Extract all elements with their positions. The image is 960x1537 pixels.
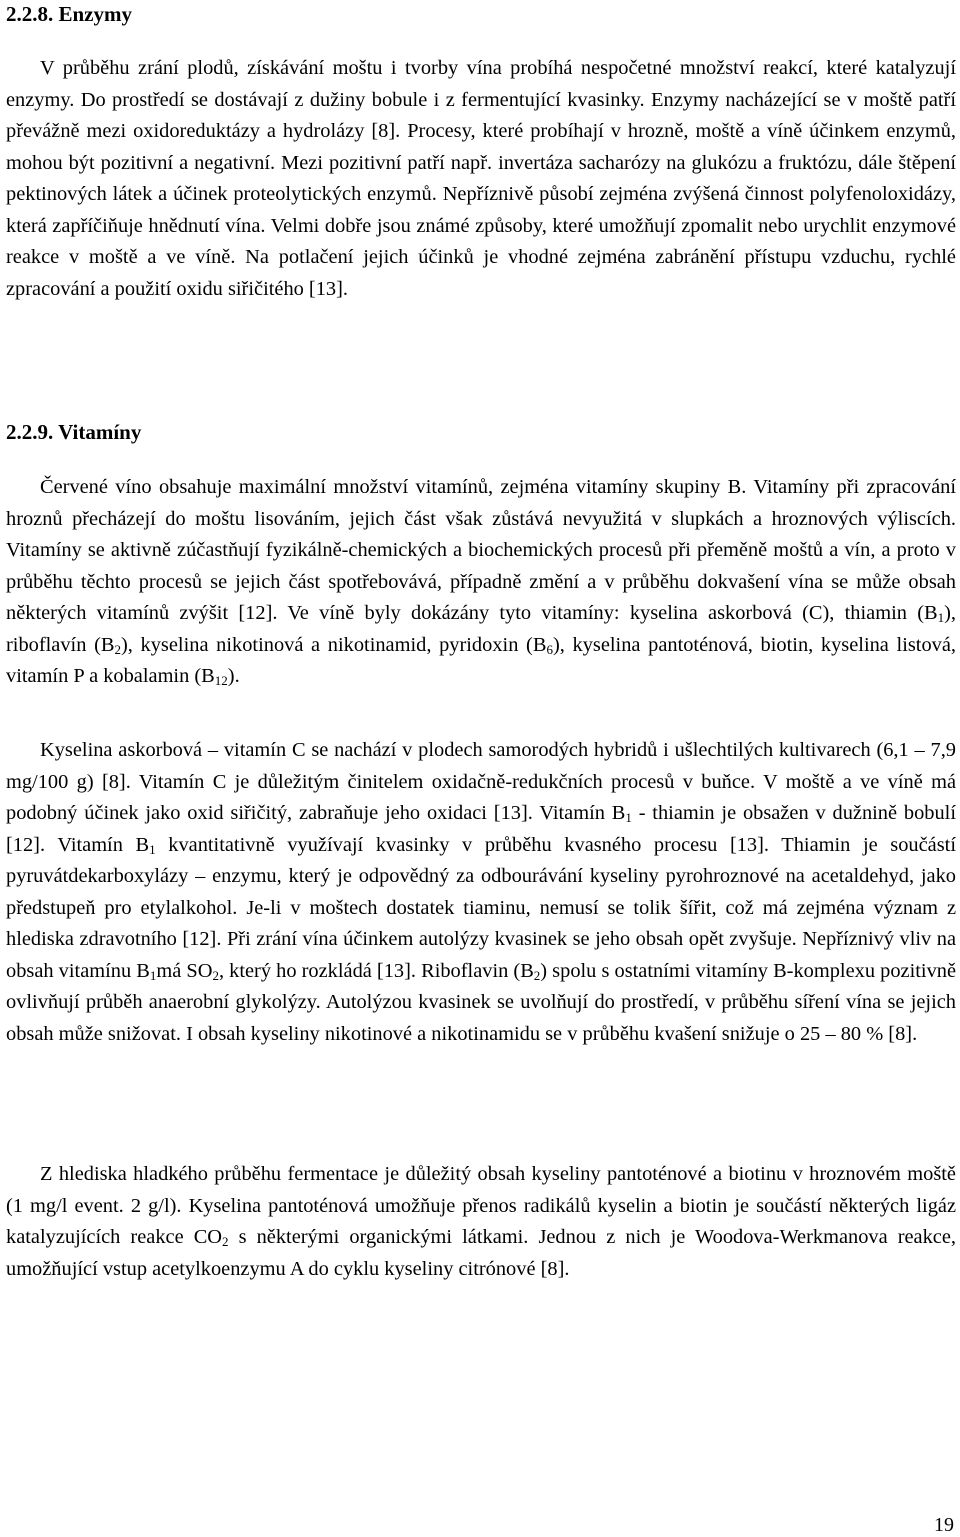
paragraph-vitaminy-3 <box>6 1159 956 1285</box>
subscript: 1 <box>149 967 157 983</box>
subscript: 2 <box>114 641 121 657</box>
text-run: ), kyselina nikotinová a nikotinamid, pyridoxin (B <box>120 633 547 656</box>
subscript: 1 <box>149 841 156 857</box>
text-run: Z hlediska hladkého průběhu fermentace je důležitý obsah kyseliny pantoténové a biotinu v hroznovém moště (1 mg/l event. 2 g/l). Kyselina pantoténová umožňuje přenos radikálů kyselin a biotin je součástí některých ligáz katalyzujících reakce CO <box>6 1163 956 1248</box>
text-run: má SO <box>156 959 213 982</box>
text-run: - thiamin je obsažen v dužnině bobulí [12]. Vitamín B <box>6 802 956 856</box>
paragraph-vitaminy-2 <box>6 735 956 1050</box>
subscript: 1 <box>625 810 632 825</box>
page-number: 19 <box>934 1514 954 1536</box>
text-run: ) spolu s ostatními vitamíny B-komplexu pozitivně ovlivňují průběh anaerobní glykolýzy. Autolýzou kvasinek se uvolňují do prostředí, v průběhu síření vína se jejich obsah může snižovat. I obsah kyseliny nikotinové a nikotinamidu se v průběhu kvašení snižuje o 25 – 80 % [8]. <box>6 959 957 1045</box>
subscript: 6 <box>546 641 553 657</box>
section-heading-vitaminy: 2.2.9. Vitamíny <box>6 420 142 444</box>
text-run: ). <box>227 665 240 687</box>
paragraph-enzymy: V průběhu zrání plodů, získávání moštu i tvorby vína probíhá nespočetné množství reakcí, které katalyzují enzymy. Do prostředí se dostávají z dužiny bobule i z fermentující kvasinky. Enzymy nacházející se v moště patří převážně mezi oxidoreduktázy a hydrolázy [8]. Procesy, které probíhají v hrozně, moště a víně účinkem enzymů, mohou být pozitivní a negativní. Mezi pozitivní patří např. invertáza sacharózy na glukózu a fruktózu, dále štěpení pektinových látek a účinek proteolytických enzymů. Nepříznivě působí zejména zvýšená činnost polyfenoloxidázy, která zapříčiňuje hnědnutí vína. Velmi dobře jsou známé způsoby, které umožňují zpomalit nebo urychlit enzymové reakce v moště a ve víně. Na potlačení jejich účinků je vhodné zejména zabránění přístupu vzduchu, rychlé zpracování a použití oxidu siřičitého [13]. <box>6 57 956 300</box>
section-heading-enzymy: 2.2.8. Enzymy <box>6 2 132 26</box>
text-run: kvantitativně využívají kvasinky v průběhu kvasného procesu [13]. Thiamin je součástí pyruvátdekarboxylázy – enzymu, který je odpovědný za odbourávání kyseliny pyrohroznové na acetaldehyd, jako předstupeň pro etylalkohol. Je-li v moštech dostatek tiaminu, nemusí se tolik šířit, což má zejména význam z hlediska zdravotního [12]. Při zrání vína účinkem autolýzy kvasinek se jeho obsah opět zvyšuje. Nepříznivý vliv na obsah vitamínu B <box>6 833 956 982</box>
text-run: ), kyselina pantoténová, biotin, kyselina listová, vitamín P a kobalamin (B <box>6 633 956 687</box>
subscript: 2 <box>222 1234 229 1249</box>
subscript: 1 <box>937 610 945 625</box>
subscript: 2 <box>533 967 541 983</box>
text-run: Červené víno obsahuje maximální množství vitamínů, zejména vitamíny skupiny B. Vitamíny při zpracování hroznů přecházejí do moštu lisováním, jejich část však zůstává nevyužitá v slupkách a hroznových výliscích. Vitamíny se aktivně zúčastňují fyzikálně-chemických a biochemických procesů při přeměně moštů a vín, a proto v průběhu těchto procesů se jejich část spotřebovává, případně změní a v průběhu dokvašení vína se může obsah některých vitamínů zvýšit [12]. Ve víně byly dokázány tyto vitamíny: kyselina askorbová (C), thiamin (B <box>6 476 956 624</box>
subscript: 2 <box>212 967 219 983</box>
text-run: s některými organickými látkami. Jednou z nich je Woodova-Werkmanova reakce, umožňující vstup acetylkoenzymu A do cyklu kyseliny citrónové [8]. <box>6 1226 956 1280</box>
text-run: Kyselina askorbová – vitamín C se nachází v plodech samorodých hybridů i ušlechtilých kultivarech (6,1 – 7,9 mg/100 g) [8]. Vitamín C je důležitým činitelem oxidačně-redukčních procesů v buňce. V moště a ve víně má podobný účinek jako oxid siřičitý, zabraňuje jeho oxidaci [13]. Vitamín B <box>6 739 956 824</box>
text-run: ), riboflavín (B <box>6 602 956 656</box>
subscript: 12 <box>214 673 228 688</box>
paragraph-vitaminy-1 <box>6 472 956 693</box>
text-run: , který ho rozkládá [13]. Riboflavin (B <box>218 959 534 982</box>
